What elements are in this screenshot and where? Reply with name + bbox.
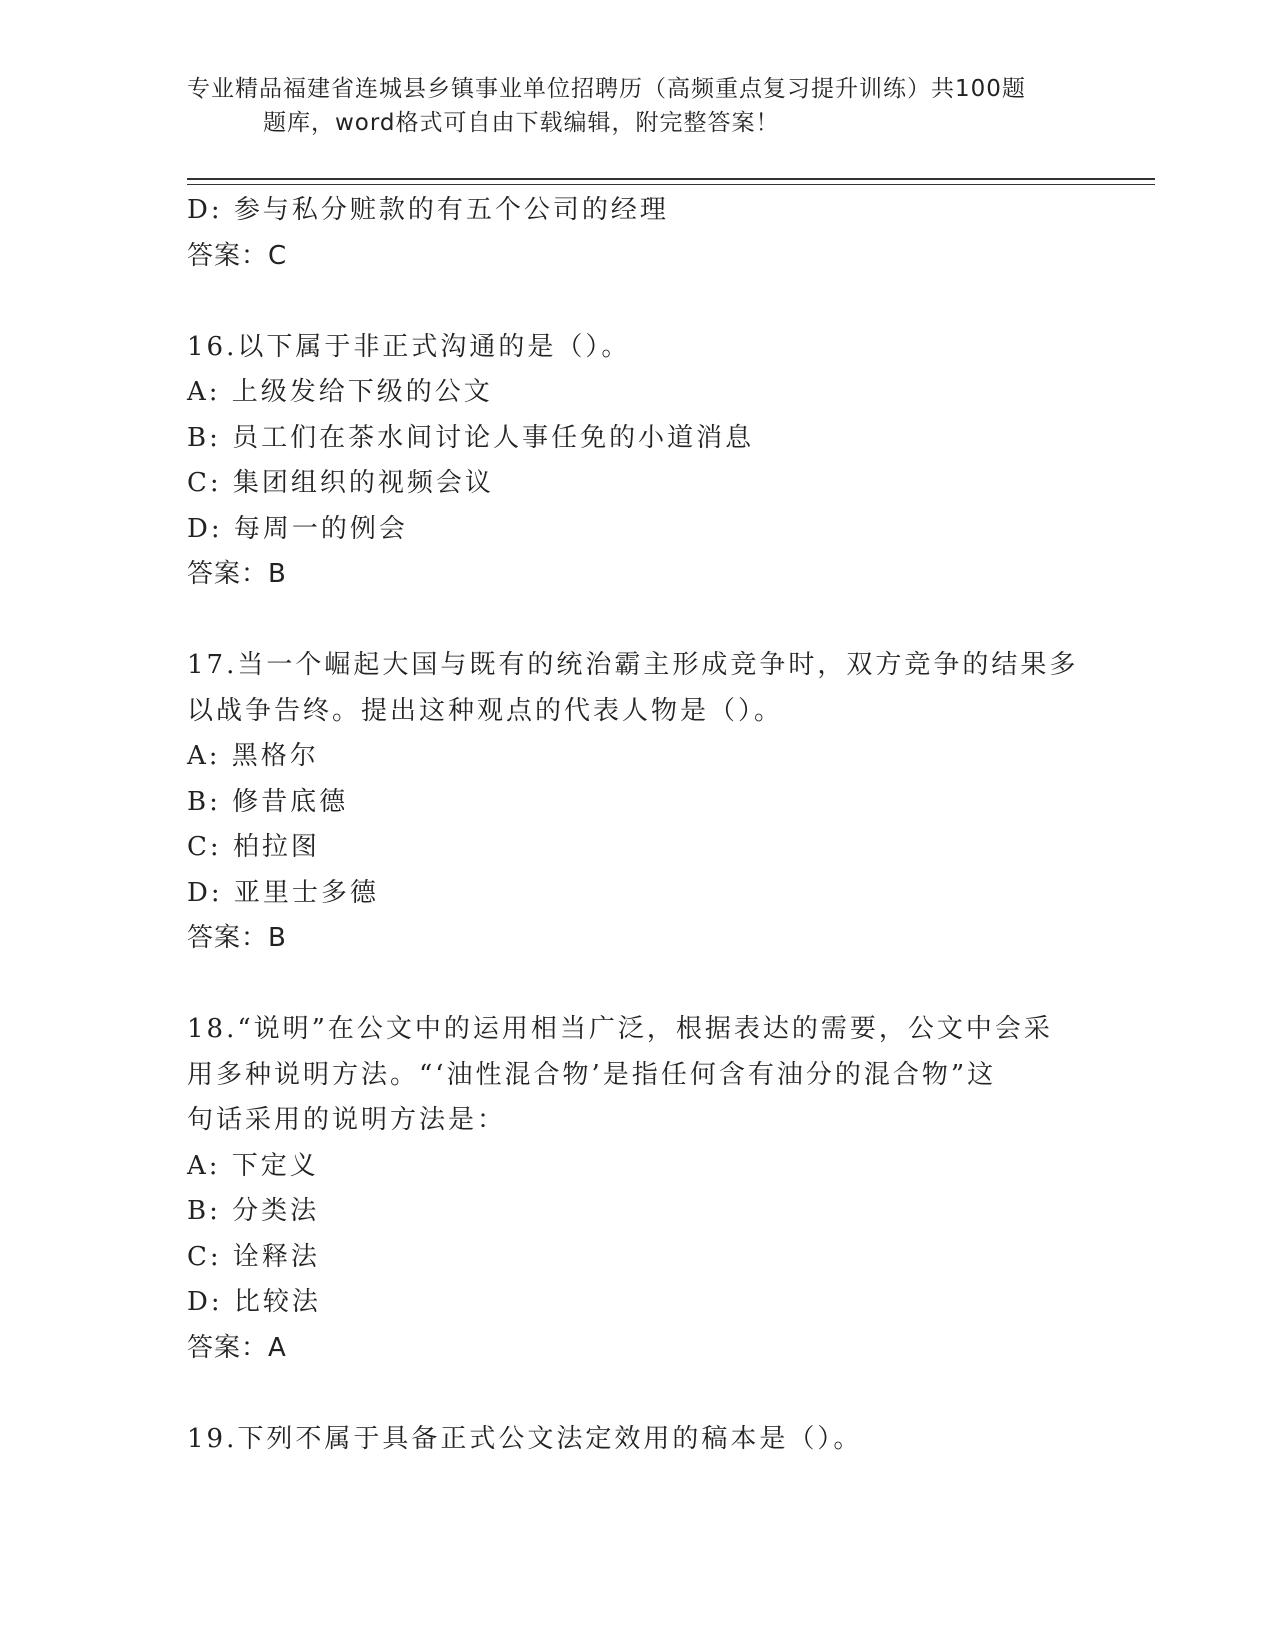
answer: 答案：B xyxy=(187,923,287,953)
option-b: B: 员工们在茶水间讨论人事任免的小道消息 xyxy=(187,422,755,453)
option-b: B: 修昔底德 xyxy=(187,786,349,817)
question-stem-line-3: 句话采用的说明方法是： xyxy=(187,1105,507,1135)
option-c: C: 集团组织的视频会议 xyxy=(187,468,494,498)
document-body xyxy=(187,188,1087,1462)
question-stem-line-1: 17.当一个崛起大国与既有的统治霸主形成竞争时，双方竞争的结果多 xyxy=(187,650,1079,680)
option-b: B: 分类法 xyxy=(187,1196,320,1226)
question-stem-line-2: 以战争告终。提出这种观点的代表人物是（）。 xyxy=(187,695,784,726)
option-a: A: 上级发给下级的公文 xyxy=(187,377,493,407)
prev-answer: 答案：C xyxy=(187,240,288,271)
option-a: A: 黑格尔 xyxy=(187,741,319,771)
header-title-line-1: 专业精品福建省连城县乡镇事业单位招聘历（高频重点复习提升训练）共100题 xyxy=(187,76,1026,102)
header-divider xyxy=(187,178,1155,185)
option-c: C: 柏拉图 xyxy=(187,832,320,862)
answer: 答案：B xyxy=(187,559,287,589)
question-19 xyxy=(187,1417,1087,1463)
question-stem: 16.以下属于非正式沟通的是（）。 xyxy=(187,331,631,362)
option-a: A: 下定义 xyxy=(187,1150,319,1181)
prev-option-d: D: 参与私分赃款的有五个公司的经理 xyxy=(187,195,669,225)
spacer xyxy=(187,279,1087,325)
question-16 xyxy=(187,325,1087,598)
option-d: D: 比较法 xyxy=(187,1287,321,1317)
spacer xyxy=(187,1371,1087,1417)
question-stem-line-2: 用多种说明方法。“‘油性混合物’是指任何含有油分的混合物”这 xyxy=(187,1059,997,1090)
spacer xyxy=(187,962,1087,1008)
spacer xyxy=(187,598,1087,644)
header-title-line-2: 题库，word格式可自由下载编辑，附完整答案！ xyxy=(263,110,780,136)
option-c: C: 诠释法 xyxy=(187,1241,320,1272)
option-d: D: 每周一的例会 xyxy=(187,513,408,544)
question-17 xyxy=(187,643,1087,962)
option-d: D: 亚里士多德 xyxy=(187,877,379,908)
question-stem-line-1: 18.“说明”在公文中的运用相当广泛，根据表达的需要，公文中会采 xyxy=(187,1014,1053,1044)
document-header xyxy=(187,72,1067,140)
question-18 xyxy=(187,1007,1087,1371)
question-stem: 19.下列不属于具备正式公文法定效用的稿本是（）。 xyxy=(187,1423,863,1454)
answer: 答案：A xyxy=(187,1332,287,1363)
